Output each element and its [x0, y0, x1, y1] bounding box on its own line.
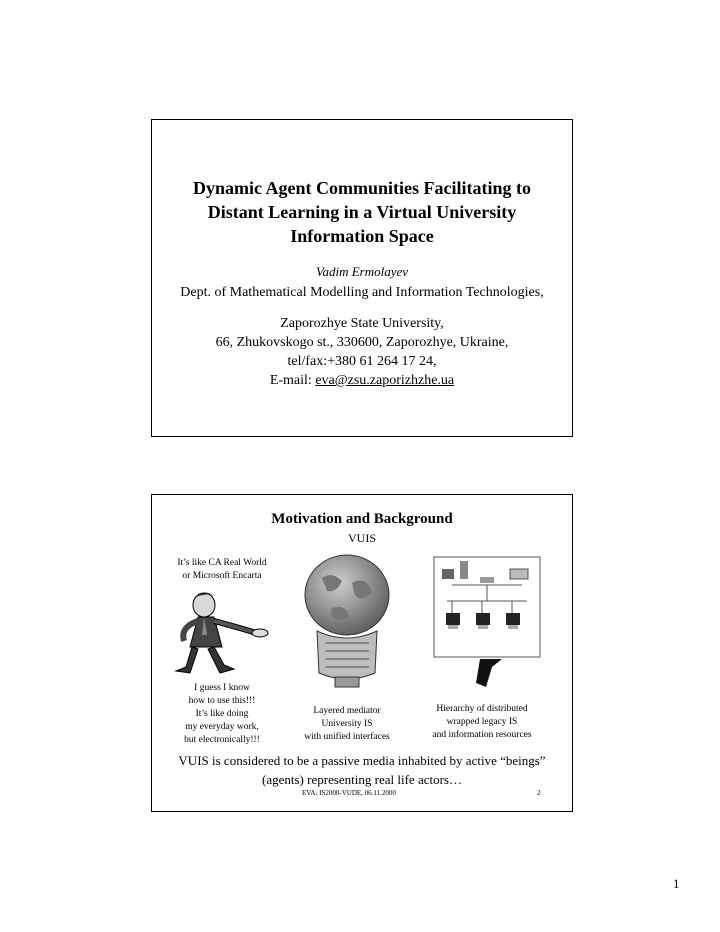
page-number: 1: [673, 876, 680, 891]
title-slide: [151, 119, 573, 437]
email-link[interactable]: eva@zsu.zaporizhzhe.ua: [315, 373, 455, 388]
title-line: Dynamic Agent Communities Facilitating to: [193, 178, 531, 198]
slide-title: Motivation and Background: [271, 511, 453, 527]
globe-machine-illustration: [297, 553, 397, 703]
caption-bottom-left: I guess I know how to use this!!! It’s like doing my everyday work, but electronically!!!: [184, 683, 260, 745]
title-line: Distant Learning in a Virtual University: [207, 202, 517, 222]
email-label: E-mail:: [269, 373, 316, 388]
address-line: 66, Zhukovskogo st., 330600, Zaporozhye, Ukraine,: [215, 335, 509, 350]
slide-number: 2: [537, 789, 541, 797]
title-line: Information Space: [290, 226, 434, 246]
caption-middle: Layered mediator University IS with unified interfaces: [304, 706, 390, 742]
author-name: Vadim Ermolayev: [315, 264, 409, 279]
caption-right: Hierarchy of distributed wrapped legacy IS and information resources: [432, 704, 532, 740]
address-line: Zaporozhye State University,: [280, 316, 444, 331]
address-block: [152, 314, 572, 390]
email-line: [152, 371, 572, 390]
cartoon-man-illustration: [174, 587, 274, 675]
motivation-slide: [151, 494, 573, 812]
network-board-illustration: [432, 555, 542, 691]
slide-title: [152, 176, 572, 248]
caption-top-left: It’s like CA Real World or Microsoft Encarta: [177, 558, 267, 581]
statement: VUIS is considered to be a passive media inhabited by active “beings” (agents) representing real life actors…: [178, 753, 546, 787]
slide-subtitle: VUIS: [347, 531, 376, 545]
address-line: tel/fax:+380 61 264 17 24,: [287, 354, 437, 369]
department: Dept. of Mathematical Modelling and Information Technologies,: [180, 285, 544, 300]
slide-footer: EVA: IS2000-VUDE, 06.11.2000: [302, 789, 396, 797]
